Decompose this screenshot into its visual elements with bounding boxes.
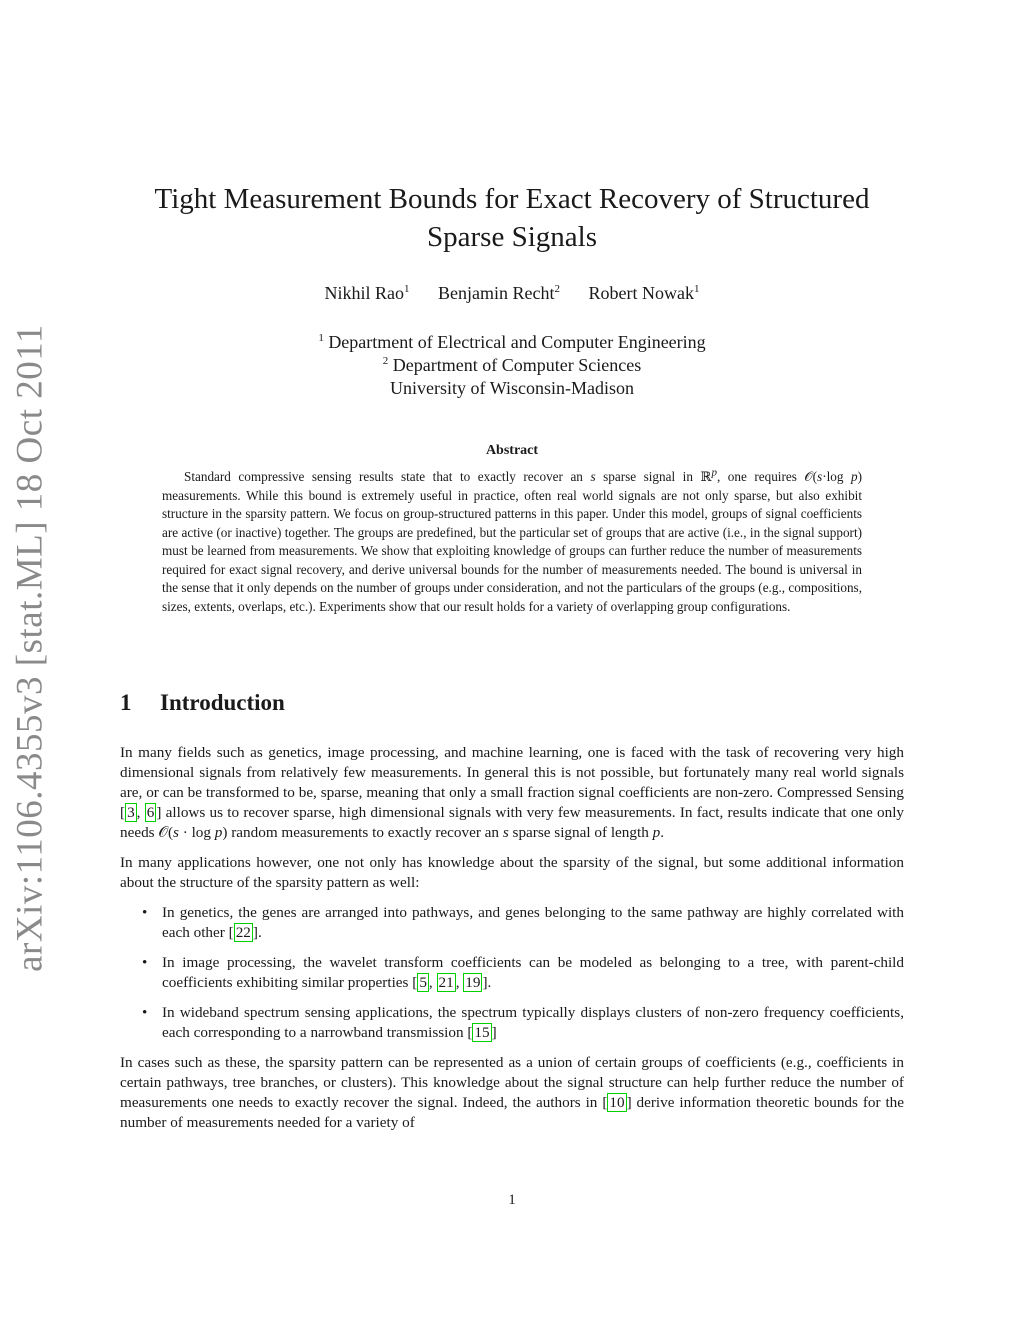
bullet-icon: •: [142, 904, 148, 921]
bullet-icon: •: [142, 954, 148, 971]
citation-link[interactable]: 15: [474, 1024, 490, 1041]
list-item: • In genetics, the genes are arranged into pathways, and genes belonging to the same pathway are highly correlated with each other [ 22 ].: [142, 904, 904, 941]
introduction-body: [120, 743, 904, 1143]
page-number: 1: [508, 1192, 516, 1208]
author-2: Benjamin Recht$^2$: [438, 283, 560, 303]
citation-link[interactable]: 6: [146, 804, 155, 821]
section-number: 1: [120, 690, 132, 715]
citation-link[interactable]: 19: [465, 974, 481, 991]
list-item: • In image processing, the wavelet transform coefficients can be modeled as belonging to a tree, with parent-child coefficients exhibiting similar properties [ 5 , 21 , 19 ].: [142, 954, 904, 991]
section-heading-introduction: [120, 690, 285, 716]
paper-title: [120, 180, 904, 256]
citation-link[interactable]: 22: [235, 924, 251, 941]
affiliation-3: University of Wisconsin-Madison: [390, 378, 634, 398]
title-line-1: Tight Measurement Bounds for Exact Recovery of Structured: [154, 183, 870, 215]
citation-link[interactable]: 10: [609, 1094, 625, 1111]
title-line-2: Sparse Signals: [427, 221, 597, 253]
affiliation-1: $^1$ Department of Electrical and Computer Engineering: [318, 332, 706, 352]
affiliations: [120, 331, 904, 400]
intro-paragraph-2: In many applications however, one not only has knowledge about the sparsity of the signal, but some additional information about the structure of the sparsity pattern as well:: [120, 854, 904, 891]
affiliation-2: $^2$ Department of Computer Sciences: [382, 355, 642, 375]
author-list: [120, 283, 904, 304]
bullet-list: [120, 903, 904, 1043]
list-item: • In wideband spectrum sensing applications, the spectrum typically displays clusters of non-zero frequency coefficients, each corresponding to a narrowband transmission [ 15 ]: [142, 1004, 904, 1041]
author-1: Nikhil Rao$^1$: [324, 283, 410, 303]
section-title: Introduction: [160, 690, 285, 715]
abstract-text: Standard compressive sensing results state that to exactly recover an s sparse signal in ℝ$^p$, one requires 𝒪(s·log p) measurements. While this bound is extremely useful in practice, often real world signals are not only sparse, but also exhibit structure in the sparsity pattern. We focus on group-structured patterns in this paper. Under this model, groups of signal coefficients are active (or inactive) together. The groups are predefined, but the particular set of groups that are active (i.e., in the signal support) must be learned from measurements. We show that exploiting knowledge of groups can further reduce the number of measurements required for exact signal recovery, and derive universal bounds for the number of measurements needed. The bound is universal in the sense that it only depends on the number of groups under consideration, and not the particulars of the groups (e.g., compositions, sizes, extents, overlaps, etc.). Experiments show that our result holds for a variety of overlapping group configurations.: [162, 466, 863, 614]
bullet-icon: •: [142, 1004, 148, 1021]
citation-link[interactable]: 3: [127, 804, 135, 821]
citation-link[interactable]: 5: [419, 974, 427, 991]
intro-paragraph-1: In many fields such as genetics, image processing, and machine learning, one is faced with the task of recovering very high dimensional signals from relatively few measurements. In general this is not possible, but fortunately many real world signals are, or can be transformed to be, sparse, meaning that only a small fraction signal coefficients are non-zero. Compressed Sensing [ 3 , 6 ] allows us to recover sparse, high dimensional signals with very few measurements. In fact, results indicate that one only needs 𝒪(s · log p) random measurements to exactly recover an s sparse signal of length p.: [120, 744, 905, 841]
author-3: Robert Nowak$^1$: [588, 283, 700, 303]
abstract-heading: Abstract: [485, 443, 539, 458]
citation-link[interactable]: 21: [438, 974, 454, 991]
intro-paragraph-3: In cases such as these, the sparsity pattern can be represented as a union of certain groups of coefficients (e.g., coefficients in certain pathways, tree branches, or clusters). This knowledge about the signal structure can help further reduce the number of measurements one needs to exactly recover the signal. Indeed, the authors in [ 10 ] derive information theoretic bounds for the number of measurements needed for a variety of: [120, 1054, 904, 1131]
arxiv-identifier-sidebar: arXiv:1106.4355v3 [stat.ML] 18 Oct 2011: [9, 324, 51, 972]
